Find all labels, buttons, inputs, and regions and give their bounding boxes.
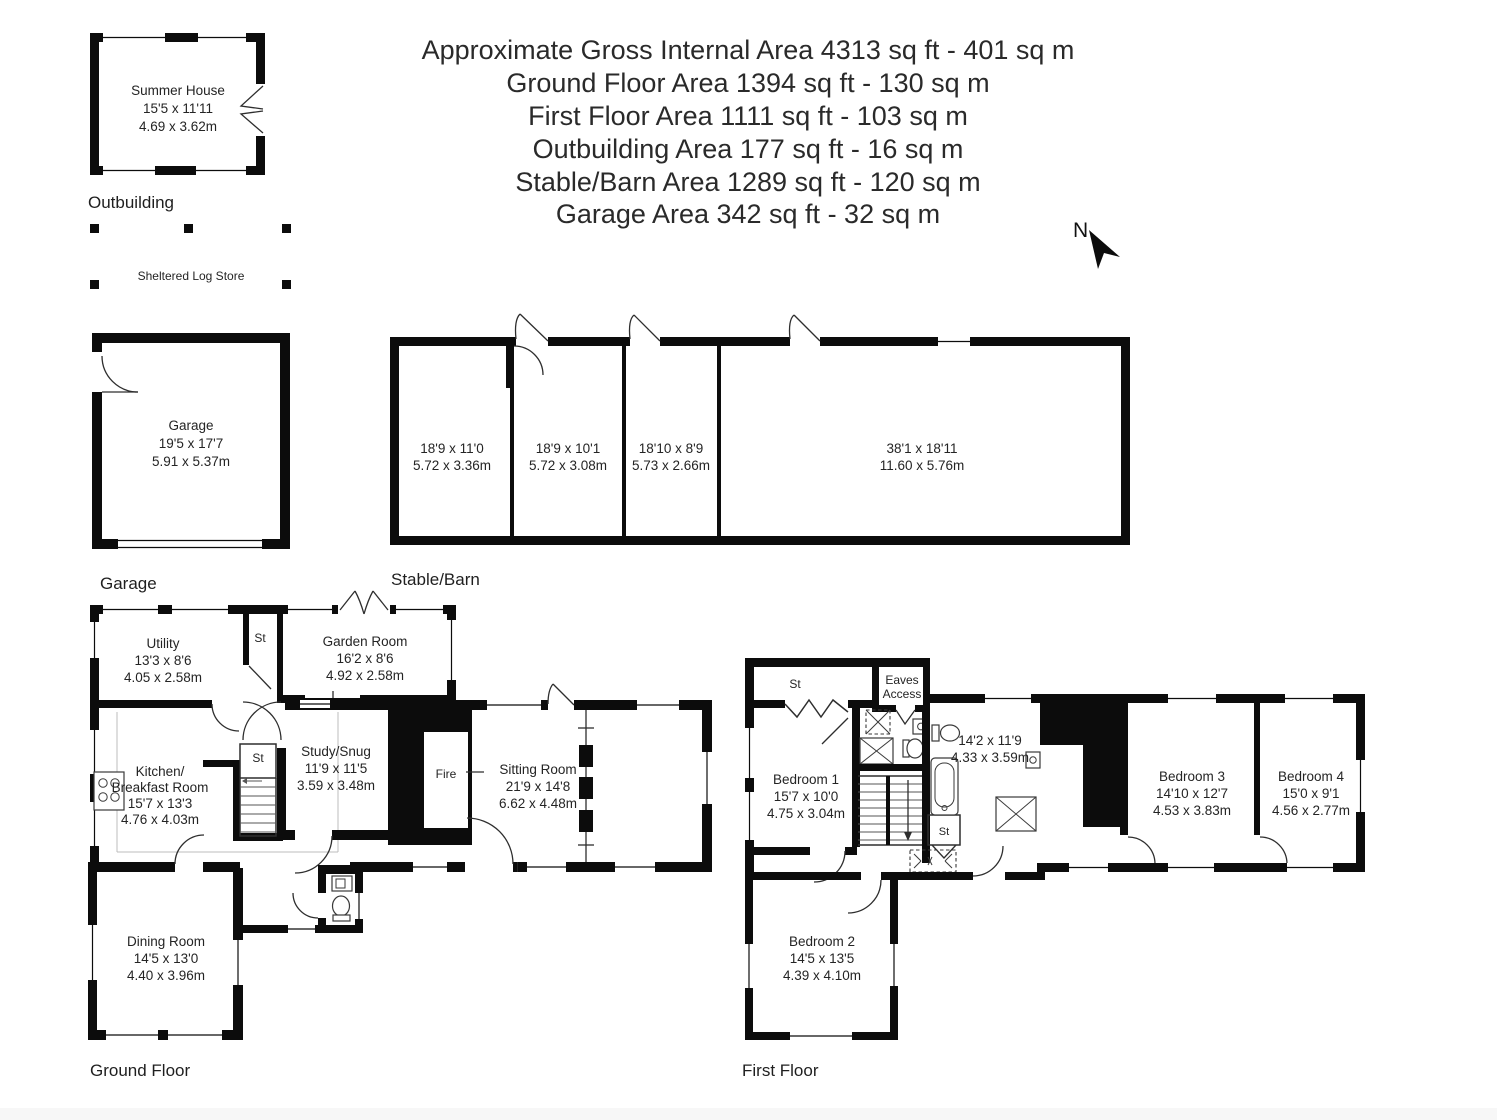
eaves-hatch-arrow	[914, 854, 921, 861]
gf-store1-wall	[277, 605, 283, 700]
ff-bed3-left-wall	[1120, 703, 1128, 835]
stable-room4-dims-ft: 38'1 x 18'11	[886, 441, 958, 456]
ff-bed4-name: Bedroom 4	[1277, 769, 1345, 784]
stair-arrow-head	[242, 778, 247, 784]
stable-door-return-wall	[506, 346, 514, 388]
gf-kitchen-dims-ft: 15'7 x 13'3	[127, 796, 193, 811]
ff-corridor-wall	[898, 872, 973, 880]
stable-door-opening	[790, 337, 820, 346]
garage-door-opening	[92, 352, 102, 392]
ff-bed2-name: Bedroom 2	[788, 934, 856, 949]
stable-divider-wall	[622, 346, 626, 536]
gf-beam-post	[579, 777, 593, 799]
gf-garden-dims-ft: 16'2 x 8'6	[336, 651, 394, 666]
header-line-first: First Floor Area 1111 sq ft - 103 sq m	[528, 101, 968, 131]
gf-study-bottom-wall	[283, 830, 295, 840]
log-store-post	[282, 280, 291, 289]
header-area-summary	[422, 35, 1075, 229]
gf-fire-label: Fire	[435, 767, 457, 781]
ff-store-small-label: St	[938, 826, 950, 838]
summer-house-dims-ft: 15'5 x 11'11	[143, 101, 213, 116]
ff-bed4-door-swing	[1260, 837, 1287, 864]
ff-top-wall	[745, 658, 930, 667]
gf-store1-wall	[243, 605, 249, 665]
stable-door-swing	[790, 315, 795, 339]
stable-door-swing	[514, 346, 543, 375]
gf-rear-door-opening	[465, 862, 513, 872]
ff-bed4-dims-ft: 15'0 x 9'1	[1282, 786, 1340, 801]
stable-door-opening	[630, 337, 660, 346]
gf-dining-dims-m: 4.40 x 3.96m	[126, 968, 206, 983]
log-store-post	[184, 224, 193, 233]
gf-door-swing	[212, 704, 239, 731]
ff-chimney-mass	[1083, 745, 1123, 827]
stable-room1-dims-m: 5.72 x 3.36m	[412, 458, 492, 473]
ff-bath-divider-wall	[922, 705, 930, 863]
stable-room3-dims-m: 5.73 x 2.66m	[631, 458, 711, 473]
gf-inner-wall	[233, 760, 240, 840]
ff-bed1-bottom-wall	[745, 847, 810, 855]
stable-door-opening	[516, 337, 548, 346]
log-store-plan	[90, 224, 291, 289]
gf-wc-door-swing	[293, 893, 318, 918]
gf-garden-dims-m: 4.92 x 2.58m	[325, 668, 405, 683]
garage-dims-m: 5.91 x 5.37m	[151, 454, 231, 469]
toilet-icon	[907, 739, 923, 758]
toilet-icon	[941, 725, 960, 741]
toilet-icon	[333, 896, 350, 916]
gf-study-name: Study/Snug	[301, 744, 371, 759]
garage-dims-ft: 19'5 x 17'7	[158, 436, 224, 451]
ff-corridor-step-wall	[1037, 863, 1045, 880]
ff-eaves-bottom-wall	[879, 705, 896, 712]
ff-bed2-door-swing	[848, 880, 881, 913]
gf-kitchen-dims-m: 4.76 x 4.03m	[120, 812, 200, 827]
ff-eaves-access-line2: Access	[882, 687, 922, 701]
stable-door-swing	[516, 314, 521, 339]
summer-house-name: Summer House	[131, 83, 225, 98]
gf-study-dims-ft: 11'9 x 11'5	[304, 761, 368, 776]
ff-store-small-door	[932, 845, 956, 858]
ff-bed34-divider-wall	[1254, 703, 1260, 835]
ff-bathroom-dims-m: 4.33 x 3.59m	[950, 750, 1030, 765]
stable-divider-wall	[717, 346, 721, 536]
summer-house-plan	[90, 33, 266, 175]
header-line-total: Approximate Gross Internal Area 4313 sq ft - 401 sq m	[421, 35, 1075, 65]
stable-door-leaf	[520, 314, 548, 341]
ff-bed1-name: Bedroom 1	[772, 772, 840, 787]
ff-stairs	[858, 776, 922, 845]
gf-dining-top-wall	[88, 862, 175, 872]
eaves-hatch-arrow	[945, 861, 952, 868]
eaves-hatch-arrow	[914, 861, 921, 868]
gf-sitting-dims-m: 6.62 x 4.48m	[498, 796, 578, 811]
gf-left-wall	[90, 605, 99, 712]
ff-bed3-name: Bedroom 3	[1158, 769, 1226, 784]
gf-dining-name: Dining Room	[126, 934, 206, 949]
ff-bed3-dims-m: 4.53 x 3.83m	[1152, 803, 1232, 818]
compass	[1073, 219, 1120, 269]
gf-store2-label: St	[252, 751, 264, 765]
ff-bed2-top-wall	[881, 872, 898, 880]
ff-bed3-dims-ft: 14'10 x 12'7	[1156, 786, 1228, 801]
gf-sitting-name: Sitting Room	[499, 762, 577, 777]
ff-eaves-zigzag-line	[785, 700, 848, 717]
gf-utility-name: Utility	[146, 636, 180, 651]
ff-eaves-hatch-door	[896, 710, 915, 724]
ff-eaves-access-line1: Eaves	[885, 673, 919, 687]
north-arrow-icon	[1089, 230, 1120, 269]
first-floor-section-label: First Floor	[742, 1061, 819, 1080]
first-floor-plan	[745, 658, 1365, 1040]
header-line-ground: Ground Floor Area 1394 sq ft - 130 sq m	[506, 68, 990, 98]
ff-bed2-dims-ft: 14'5 x 13'5	[789, 951, 855, 966]
gf-store1-door-leaf	[249, 666, 271, 689]
gf-dining-door-swing	[175, 835, 204, 864]
ff-bed1-dims-ft: 15'7 x 10'0	[773, 789, 839, 804]
gf-beam-post	[579, 745, 593, 767]
stable-room3-dims-ft: 18'10 x 8'9	[638, 441, 704, 456]
gf-garden-name: Garden Room	[322, 634, 408, 649]
stable-room1-dims-ft: 18'9 x 11'0	[420, 441, 484, 456]
ff-chimney-mass	[1040, 703, 1123, 745]
ff-bed2-top-wall	[745, 872, 861, 880]
ff-eaves-right-wall	[923, 658, 930, 712]
ff-bed1-dims-m: 4.75 x 3.04m	[766, 806, 846, 821]
ff-shower-top-wall	[852, 700, 872, 708]
ground-floor-plan	[88, 591, 712, 1040]
header-line-outbuilding: Outbuilding Area 177 sq ft - 16 sq m	[532, 134, 964, 164]
summer-house-dims-m: 4.69 x 3.62m	[138, 119, 218, 134]
toilet-tank-icon	[932, 725, 939, 741]
header-line-garage: Garage Area 342 sq ft - 32 sq m	[555, 199, 941, 229]
stable-room2-dims-ft: 18'9 x 10'1	[535, 441, 601, 456]
garage-section-label: Garage	[100, 574, 157, 593]
stable-room2-dims-m: 5.72 x 3.08m	[528, 458, 608, 473]
gf-rear-door-swing	[467, 818, 513, 864]
garage-plan	[92, 333, 290, 549]
sink-icon	[332, 876, 352, 891]
header-line-stable: Stable/Barn Area 1289 sq ft - 120 sq m	[515, 167, 981, 197]
log-store-post	[90, 224, 99, 233]
gf-dining-dims-ft: 14'5 x 13'0	[133, 951, 199, 966]
gf-utility-dims-ft: 13'3 x 8'6	[134, 653, 192, 668]
ff-bed2-dims-m: 4.39 x 4.10m	[782, 968, 862, 983]
gf-kitchen-name1: Kitchen/	[135, 764, 185, 779]
stable-door-swing	[630, 315, 635, 339]
gf-stairs	[240, 778, 276, 836]
garage-name: Garage	[168, 418, 214, 433]
gf-utility-dims-m: 4.05 x 2.58m	[123, 670, 203, 685]
log-store-post	[282, 224, 291, 233]
gf-wc-left-wall	[318, 865, 326, 893]
scan-artifact-strip	[0, 1108, 1497, 1120]
ff-bed1-bottom-wall	[845, 847, 857, 855]
gf-kitchen-name2: Breakfast Room	[111, 780, 209, 795]
ff-store-top-label: St	[789, 677, 801, 691]
bathtub-icon	[931, 758, 958, 815]
ff-bed4-dims-m: 4.56 x 2.77m	[1271, 803, 1351, 818]
ff-bathroom-dims-ft: 14'2 x 11'9	[958, 733, 1022, 748]
log-store-post	[90, 280, 99, 289]
log-store-label: Sheltered Log Store	[137, 269, 245, 283]
gf-store1-label: St	[254, 631, 266, 645]
gf-study-dims-m: 3.59 x 3.48m	[296, 778, 376, 793]
gf-sitting-beam	[578, 710, 594, 862]
garage-door-swing	[102, 356, 138, 392]
toilet-base-icon	[333, 915, 350, 921]
stable-section-label: Stable/Barn	[391, 570, 480, 589]
stable-walls	[390, 337, 1130, 545]
gf-sitting-dims-ft: 21'9 x 14'8	[505, 779, 571, 794]
gf-study-left-wall	[277, 748, 286, 840]
gf-study-bottom-wall	[332, 830, 392, 840]
gf-beam-post	[579, 810, 593, 832]
stable-room4-dims-m: 11.60 x 5.76m	[879, 458, 965, 473]
gf-utility-bottom-wall	[90, 700, 212, 708]
ff-corridor-door-swing	[973, 846, 1003, 876]
stair-rail	[886, 776, 890, 845]
outbuilding-section-label: Outbuilding	[88, 193, 175, 212]
north-label: N	[1073, 219, 1089, 242]
ground-floor-section-label: Ground Floor	[90, 1061, 191, 1080]
stable-barn-plan	[390, 314, 1130, 545]
gf-wc	[293, 865, 363, 933]
ff-shower-bottom-wall	[852, 764, 922, 771]
ff-bed3-door-swing	[1128, 837, 1155, 864]
ff-left-wall	[745, 658, 754, 705]
ff-bed1-closet-door-leaf	[822, 718, 848, 744]
